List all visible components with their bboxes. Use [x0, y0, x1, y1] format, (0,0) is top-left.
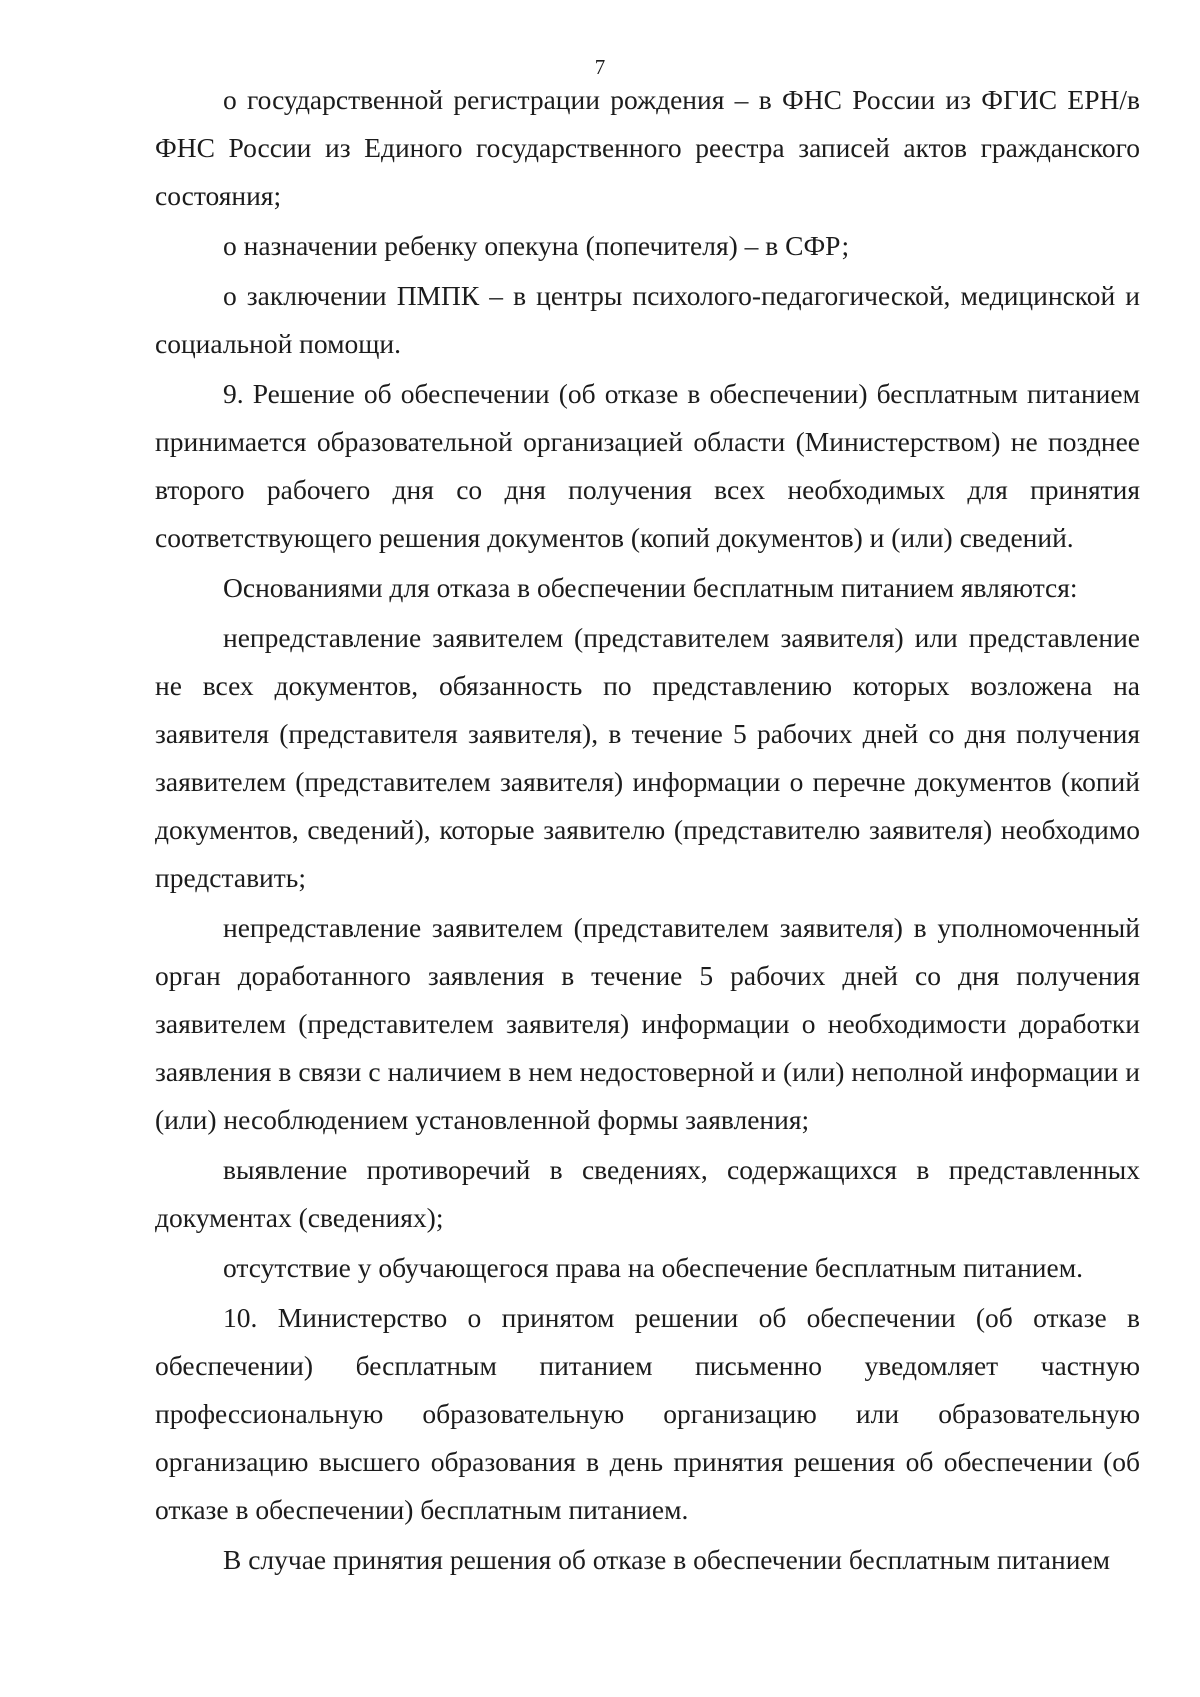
document-body — [155, 76, 1140, 1586]
paragraph-ground-documents: непредставление заявителем (представителем заявителя) или представление не всех документов, обязанность по представлению которых возложена на заявителя (представителя заявителя), в течение 5 рабочих дней со дня получения заявителем (представителем заявителя) информации о перечне документов (копий документов, сведений), которые заявителю (представителю заявителя) необходимо представить; — [155, 622, 1140, 893]
paragraph-refusal-grounds: Основаниями для отказа в обеспечении бесплатным питанием являются: — [223, 572, 1078, 603]
paragraph-section-9: 9. Решение об обеспечении (об отказе в обеспечении) бесплатным питанием принимается образовательной организацией области (Министерством) не позднее второго рабочего дня со дня получения всех необходимых для принятия соответствующего решения документов (копий документов) и (или) сведений. — [155, 378, 1140, 553]
paragraph-pmpk-conclusion: о заключении ПМПК – в центры психолого-педагогической, медицинской и социальной помощи. — [155, 280, 1140, 359]
paragraph-ground-revised-application: непредставление заявителем (представителем заявителя) в уполномоченный орган доработанного заявления в течение 5 рабочих дней со дня получения заявителем (представителем заявителя) информации о необходимости доработки заявления в связи с наличием в нем недостоверной и (или) неполной информации и (или) несоблюдением установленной формы заявления; — [155, 912, 1140, 1135]
paragraph-ground-contradictions: выявление противоречий в сведениях, содержащихся в представленных документах (сведениях); — [155, 1154, 1140, 1233]
page-number: 7 — [594, 55, 606, 79]
paragraph-refusal-case: В случае принятия решения об отказе в обеспечении бесплатным питанием — [223, 1544, 1111, 1575]
paragraph-ground-no-right: отсутствие у обучающегося права на обеспечение бесплатным питанием. — [223, 1252, 1083, 1283]
paragraph-section-10: 10. Министерство о принятом решении об обеспечении (об отказе в обеспечении) бесплатным питанием письменно уведомляет частную профессиональную образовательную организацию или образовательную организацию высшего образования в день принятия решения об обеспечении (об отказе в обеспечении) бесплатным питанием. — [155, 1302, 1140, 1525]
paragraph-birth-registration: о государственной регистрации рождения – в ФНС России из ФГИС ЕРН/в ФНС России из Единого государственного реестра записей актов гражданского состояния; — [155, 84, 1140, 211]
paragraph-guardian-appointment: о назначении ребенку опекуна (попечителя) – в СФР; — [223, 230, 850, 261]
